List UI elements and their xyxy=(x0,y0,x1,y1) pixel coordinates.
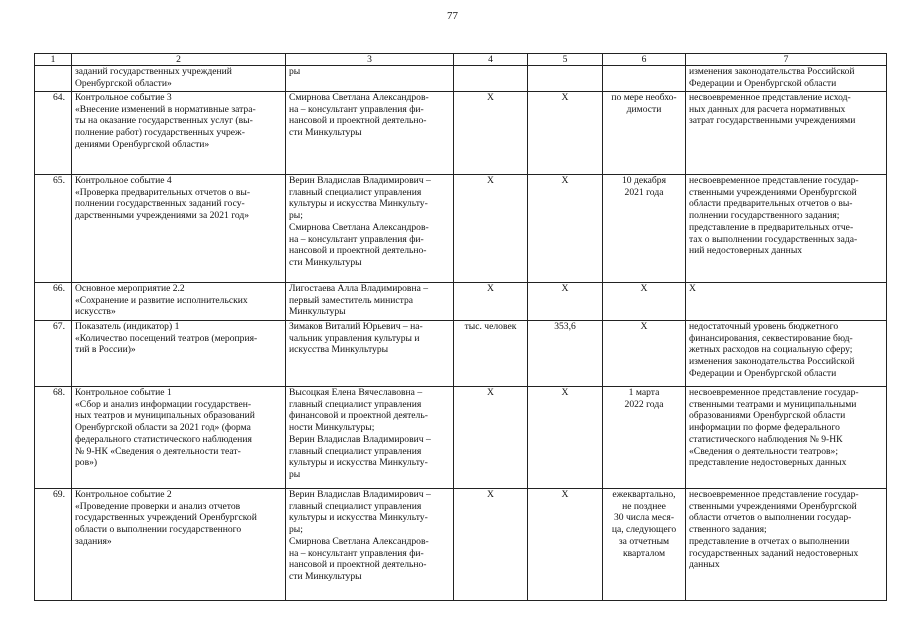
row-number: 68. xyxy=(35,387,72,489)
risks-cell-line: несвоевременное представление государ- xyxy=(689,387,859,398)
risks-cell-line: ний недостоверных данных xyxy=(689,245,803,257)
header-cell: 6 xyxy=(603,54,686,66)
responsible-cell-line: главный специалист управления xyxy=(289,398,422,410)
deadline-cell-line: не позднее xyxy=(622,500,666,512)
event-name-cell xyxy=(72,175,286,283)
event-name-cell-line: «Проверка предварительных отчетов о вы- xyxy=(75,186,251,198)
event-name-cell-line: области о выполнении государственного xyxy=(75,524,242,536)
responsible-cell-line: культуры и искусства Минкульту- xyxy=(289,198,428,210)
risks-cell-line: полнении государственного задания; xyxy=(689,210,840,222)
deadline-cell-line: Х xyxy=(640,321,648,332)
deadline-cell xyxy=(603,283,686,321)
header-cell: 5 xyxy=(528,54,603,66)
deadline-cell-line: по мере необхо- xyxy=(611,92,677,103)
event-name-cell xyxy=(72,321,286,387)
deadline-cell-line: кварталом xyxy=(622,547,666,559)
responsible-cell-line: главный специалист управления xyxy=(289,500,422,512)
responsible-cell-line: Высоцкая Елена Вячеславовна – xyxy=(289,387,423,398)
event-name-cell-line: заданий государственных учреждений xyxy=(75,66,232,77)
responsible-cell-line: сти Минкультуры xyxy=(289,127,362,139)
row-number xyxy=(35,66,72,92)
event-name-cell-line: задания» xyxy=(75,535,112,547)
event-name-cell-line: искусств» xyxy=(75,306,116,318)
event-name-cell-line: Оренбургской области» xyxy=(75,77,172,89)
responsible-cell-line: культуры и искусства Минкульту- xyxy=(289,512,428,524)
risks-cell-line: жетных расходов на социальную сферу; xyxy=(689,344,853,356)
risks-cell-line: Х xyxy=(689,283,696,294)
responsible-cell-line: на – консультант управления фи- xyxy=(289,547,424,559)
event-name-cell-line: федерального статистического наблюдения xyxy=(75,433,252,445)
event-name-cell-line: дениями Оренбургской области» xyxy=(75,138,210,150)
unit-cell: Х xyxy=(454,175,528,283)
risks-cell xyxy=(686,489,887,601)
risks-cell-line: изменения законодательства Российской xyxy=(689,356,855,368)
deadline-cell xyxy=(603,92,686,175)
responsible-cell-line: Смирнова Светлана Александров- xyxy=(289,221,429,233)
responsible-cell-line: ры xyxy=(289,66,301,77)
responsible-cell-line: Верин Владислав Владимирович – xyxy=(289,489,431,500)
risks-cell xyxy=(686,321,887,387)
event-name-cell xyxy=(72,489,286,601)
responsible-cell-line: нансовой и проектной деятельно- xyxy=(289,245,427,257)
deadline-cell-line: димости xyxy=(626,103,662,115)
event-name-cell-line: дарственными учреждениями за 2021 год» xyxy=(75,210,250,222)
responsible-cell xyxy=(286,175,454,283)
responsible-cell-line: чальник управления культуры и xyxy=(289,332,420,344)
responsible-cell xyxy=(286,92,454,175)
risks-cell-line: образованиями Оренбургской области xyxy=(689,410,846,422)
risks-cell-line: области предварительных отчетов о вы- xyxy=(689,198,853,210)
deadline-cell-line: 10 декабря xyxy=(622,175,666,186)
deadline-cell xyxy=(603,66,686,92)
deadline-cell xyxy=(603,489,686,601)
value-cell: Х xyxy=(528,283,603,321)
event-name-cell-line: тий в России)» xyxy=(75,344,136,356)
responsible-cell xyxy=(286,66,454,92)
responsible-cell-line: главный специалист управления xyxy=(289,445,422,457)
event-name-cell-line: Контрольное событие 2 xyxy=(75,489,172,500)
header-cell: 4 xyxy=(454,54,528,66)
risks-cell-line: ственными учреждениями Оренбургской xyxy=(689,500,857,512)
event-name-cell-line: «Сохранение и развитие исполнительских xyxy=(75,294,248,306)
deadline-cell-line: 1 марта xyxy=(628,387,660,398)
table-row xyxy=(35,321,887,387)
unit-cell: Х xyxy=(454,489,528,601)
responsible-cell xyxy=(286,387,454,489)
deadline-cell-line: 2021 года xyxy=(624,186,664,198)
event-name-cell-line: «Сбор и анализ информации государствен- xyxy=(75,398,252,410)
risks-cell-line: представление в предварительных отче- xyxy=(689,221,854,233)
responsible-cell-line: нансовой и проектной деятельно- xyxy=(289,115,427,127)
deadline-cell-line: 2022 года xyxy=(624,398,664,410)
monitoring-table xyxy=(34,53,887,601)
risks-cell-line: несвоевременное представление исход- xyxy=(689,92,851,103)
risks-cell-line: изменения законодательства Российской xyxy=(689,66,855,77)
risks-cell-line: ственного задания; xyxy=(689,524,767,536)
table-header-row xyxy=(35,54,887,66)
event-name-cell-line: ных театров и муниципальных образований xyxy=(75,410,255,422)
event-name-cell-line: ты на оказание государственных услуг (вы- xyxy=(75,115,253,127)
responsible-cell xyxy=(286,283,454,321)
header-cell: 3 xyxy=(286,54,454,66)
responsible-cell-line: на – консультант управления фи- xyxy=(289,103,424,115)
unit-cell: тыс. человек xyxy=(454,321,528,387)
responsible-cell-line: сти Минкультуры xyxy=(289,256,362,268)
event-name-cell-line: Основное мероприятие 2.2 xyxy=(75,283,185,294)
unit-cell: Х xyxy=(454,283,528,321)
row-number: 65. xyxy=(35,175,72,283)
header-cell: 1 xyxy=(35,54,72,66)
risks-cell-line: ственными театрами и муниципальными xyxy=(689,398,857,410)
header-cell: 2 xyxy=(72,54,286,66)
event-name-cell-line: «Внесение изменений в нормативные затра- xyxy=(75,103,256,115)
page-number: 77 xyxy=(447,10,458,22)
risks-cell-line: несвоевременное представление государ- xyxy=(689,489,859,500)
responsible-cell-line: Минкультуры xyxy=(289,306,346,318)
risks-cell-line: информации по форме федерального xyxy=(689,422,840,434)
deadline-cell-line: 30 числа меся- xyxy=(613,512,675,524)
deadline-cell xyxy=(603,387,686,489)
event-name-cell-line: № 9-НК «Сведения о деятельности теат- xyxy=(75,445,241,457)
row-number: 66. xyxy=(35,283,72,321)
event-name-cell-line: Контрольное событие 4 xyxy=(75,175,172,186)
table-row xyxy=(35,175,887,283)
header-cell: 7 xyxy=(686,54,887,66)
deadline-cell xyxy=(603,175,686,283)
risks-cell-line: представление недостоверных данных xyxy=(689,457,847,469)
responsible-cell-line: Зимаков Виталий Юрьевич – на- xyxy=(289,321,423,332)
responsible-cell-line: сти Минкультуры xyxy=(289,570,362,582)
risks-cell-line: ных данных для расчета нормативных xyxy=(689,103,846,115)
event-name-cell-line: «Проведение проверки и анализ отчетов xyxy=(75,500,241,512)
risks-cell-line: данных xyxy=(689,559,720,571)
risks-cell-line: государственных заданий недостоверных xyxy=(689,547,859,559)
risks-cell xyxy=(686,175,887,283)
deadline-cell xyxy=(603,321,686,387)
deadline-cell-line: ца, следующего xyxy=(611,524,677,536)
responsible-cell-line: на – консультант управления фи- xyxy=(289,233,424,245)
row-number: 67. xyxy=(35,321,72,387)
value-cell: Х xyxy=(528,489,603,601)
unit-cell xyxy=(454,66,528,92)
responsible-cell-line: ности Минкультуры; xyxy=(289,422,375,434)
value-cell: Х xyxy=(528,92,603,175)
value-cell xyxy=(528,66,603,92)
event-name-cell xyxy=(72,387,286,489)
event-name-cell-line: ров») xyxy=(75,457,98,469)
table-row xyxy=(35,283,887,321)
responsible-cell-line: нансовой и проектной деятельно- xyxy=(289,559,427,571)
deadline-cell-line: за отчетным xyxy=(618,535,670,547)
risks-cell-line: области отчетов о выполнении государ- xyxy=(689,512,852,524)
deadline-cell-line: ежеквартально, xyxy=(612,489,676,500)
responsible-cell-line: искусства Минкультуры xyxy=(289,344,389,356)
risks-cell-line: Федерации и Оренбургской области xyxy=(689,77,837,89)
table-row xyxy=(35,66,887,92)
table-row xyxy=(35,387,887,489)
responsible-cell-line: Лигостаева Алла Владимировна – xyxy=(289,283,429,294)
responsible-cell-line: финансовой и проектной деятель- xyxy=(289,410,428,422)
risks-cell-line: несвоевременное представление государ- xyxy=(689,175,859,186)
responsible-cell-line: главный специалист управления xyxy=(289,186,422,198)
event-name-cell-line: полнение работ) государственных учреж- xyxy=(75,127,245,139)
responsible-cell-line: Верин Владислав Владимирович – xyxy=(289,433,431,445)
value-cell: Х xyxy=(528,175,603,283)
responsible-cell-line: ры xyxy=(289,468,301,480)
responsible-cell-line: первый заместитель министра xyxy=(289,294,414,306)
risks-cell-line: ственными учреждениями Оренбургской xyxy=(689,186,857,198)
event-name-cell-line: Показатель (индикатор) 1 xyxy=(75,321,180,332)
risks-cell xyxy=(686,66,887,92)
event-name-cell-line: полнении государственных заданий госу- xyxy=(75,198,245,210)
risks-cell-line: тах о выполнении государственных зада- xyxy=(689,233,858,245)
risks-cell-line: «Сведения о деятельности театров»; xyxy=(689,445,839,457)
row-number: 64. xyxy=(35,92,72,175)
responsible-cell xyxy=(286,321,454,387)
risks-cell xyxy=(686,387,887,489)
event-name-cell xyxy=(72,92,286,175)
responsible-cell-line: Смирнова Светлана Александров- xyxy=(289,535,429,547)
risks-cell-line: Федерации и Оренбургской области xyxy=(689,367,837,379)
risks-cell xyxy=(686,92,887,175)
event-name-cell-line: «Количество посещений театров (мероприя- xyxy=(75,332,258,344)
risks-cell-line: недостаточный уровень бюджетного xyxy=(689,321,839,332)
unit-cell: Х xyxy=(454,92,528,175)
responsible-cell-line: Смирнова Светлана Александров- xyxy=(289,92,429,103)
unit-cell: Х xyxy=(454,387,528,489)
event-name-cell-line: Контрольное событие 1 xyxy=(75,387,172,398)
responsible-cell xyxy=(286,489,454,601)
risks-cell-line: представление в отчетах о выполнении xyxy=(689,535,850,547)
event-name-cell xyxy=(72,66,286,92)
responsible-cell-line: ры; xyxy=(289,524,303,536)
value-cell: Х xyxy=(528,387,603,489)
risks-cell-line: затрат государственными учреждениями xyxy=(689,115,856,127)
event-name-cell-line: государственных учреждений Оренбургской xyxy=(75,512,257,524)
deadline-cell-line: Х xyxy=(640,283,648,294)
risks-cell-line: статистического наблюдения № 9-НК xyxy=(689,433,843,445)
row-number: 69. xyxy=(35,489,72,601)
responsible-cell-line: культуры и искусства Минкульту- xyxy=(289,457,428,469)
value-cell: 353,6 xyxy=(528,321,603,387)
event-name-cell xyxy=(72,283,286,321)
responsible-cell-line: ры; xyxy=(289,210,303,222)
risks-cell xyxy=(686,283,887,321)
table-row xyxy=(35,489,887,601)
event-name-cell-line: Контрольное событие 3 xyxy=(75,92,172,103)
event-name-cell-line: Оренбургской области за 2021 год» (форма xyxy=(75,422,251,434)
responsible-cell-line: Верин Владислав Владимирович – xyxy=(289,175,431,186)
risks-cell-line: финансирования, секвестирование бюд- xyxy=(689,332,853,344)
table-row xyxy=(35,92,887,175)
